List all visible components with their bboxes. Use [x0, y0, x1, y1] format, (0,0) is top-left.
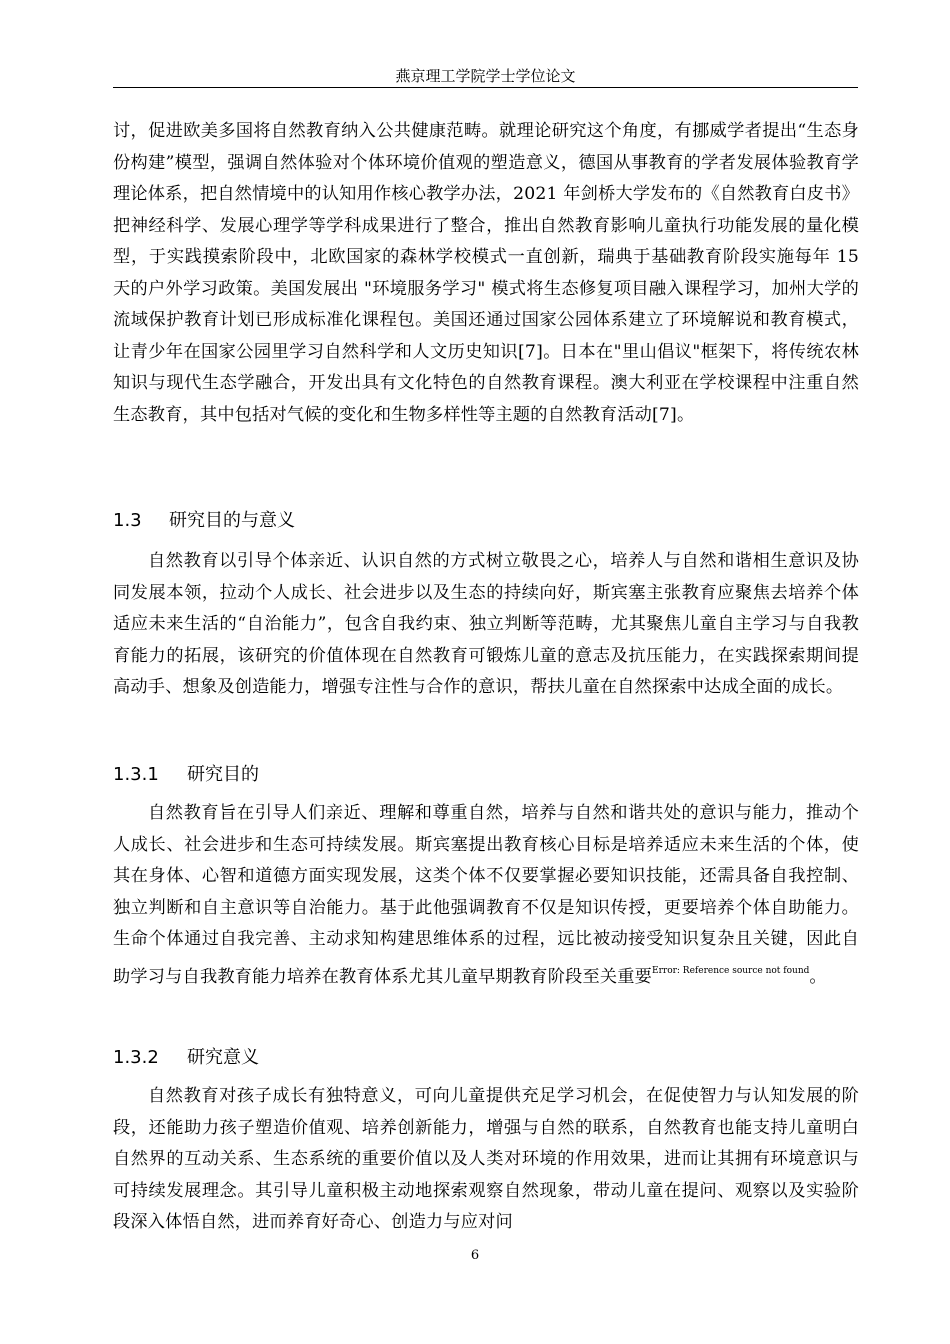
- header-rule: [113, 87, 858, 88]
- section-number: 1.3.2: [113, 1047, 159, 1068]
- section-heading-1-3-1: [113, 763, 259, 787]
- paragraph-purpose-significance: 自然教育以引导个体亲近、认识自然的方式树立敬畏之心，培养人与自然和谐相生意识及协同发展本领，拉动个人成长、社会进步以及生态的持续向好，斯宾塞主张教育应聚焦去培养个体适应未来生活的“自治能力”，包含自我约束、独立判断等范畴，尤其聚焦儿童自主学习与自我教育能力的拓展，该研究的价值体现在自然教育可锻炼儿童的意志及抗压能力，在实践探索期间提高动手、想象及创造能力，增强专注性与合作的意识，帮扶儿童在自然探索中达成全面的成长。: [113, 551, 859, 697]
- reference-error-superscript: Error: Reference source not found: [652, 965, 810, 976]
- running-header: 燕京理工学院学士学位论文: [395, 67, 576, 85]
- paragraph-research-significance: 自然教育对孩子成长有独特意义，可向儿童提供充足学习机会，在促使智力与认知发展的阶段，还能助力孩子塑造价值观、培养创新能力，增强与自然的联系，自然教育也能支持儿童明白自然界的互动关系、生态系统的重要价值以及人类对环境的作用效果，进而让其拥有环境意识与可持续发展理念。其引导儿童积极主动地探索观察自然现象，带动儿童在提问、观察以及实验阶段深入体悟自然，进而养育好奇心、创造力与应对问: [113, 1086, 859, 1232]
- paragraph-end: 。: [809, 966, 827, 987]
- section-title: 研究目的与意义: [169, 510, 295, 531]
- section-title: 研究意义: [187, 1047, 259, 1068]
- page-number: 6: [470, 1248, 480, 1263]
- paragraph-international-status: 讨，促进欧美多国将自然教育纳入公共健康范畴。就理论研究这个角度，有挪威学者提出“生态身份构建”模型，强调自然体验对个体环境价值观的塑造意义，德国从事教育的学者发展体验教育学理论体系，把自然情境中的认知用作核心教学办法，2021 年剑桥大学发布的《自然教育白皮书》把神经科学、发展心理学等学科成果进行了整合，推出自然教育影响儿童执行功能发展的量化模型，于实践摸索阶段中，北欧国家的森林学校模式一直创新，瑞典于基础教育阶段实施每年 15 天的户外学习政策。美国发展出 "环境服务学习" 模式将生态修复项目融入课程学习，加州大学的流域保护教育计划已形成标准化课程包。美国还通过国家公园体系建立了环境解说和教育模式，让青少年在国家公园里学习自然科学和人文历史知识[7]。日本在"里山倡议"框架下，将传统农林知识与现代生态学融合，开发出具有文化特色的自然教育课程。澳大利亚在学校课程中注重自然生态教育，其中包括对气候的变化和生物多样性等主题的自然教育活动[7]。: [113, 121, 859, 425]
- paragraph-text: 自然教育旨在引导人们亲近、理解和尊重自然，培养与自然和谐共处的意识与能力，推动个人成长、社会进步和生态可持续发展。斯宾塞提出教育核心目标是培养适应未来生活的个体，使其在身体、心智和道德方面实现发展，这类个体不仅要掌握必要知识技能，还需具备自我控制、独立判断和自主意识等自治能力。基于此他强调教育不仅是知识传授，更要培养个体自助能力。生命个体通过自我完善、主动求知构建思维体系的过程，远比被动接受知识复杂且关键，因此自助学习与自我教育能力培养在教育体系尤其儿童早期教育阶段至关重要: [113, 803, 859, 987]
- paragraph-research-purpose: [113, 798, 859, 993]
- section-title: 研究目的: [187, 764, 259, 785]
- section-number: 1.3: [113, 510, 142, 531]
- section-heading-1-3-2: [113, 1046, 259, 1070]
- section-heading-1-3: [113, 509, 295, 533]
- section-number: 1.3.1: [113, 764, 159, 785]
